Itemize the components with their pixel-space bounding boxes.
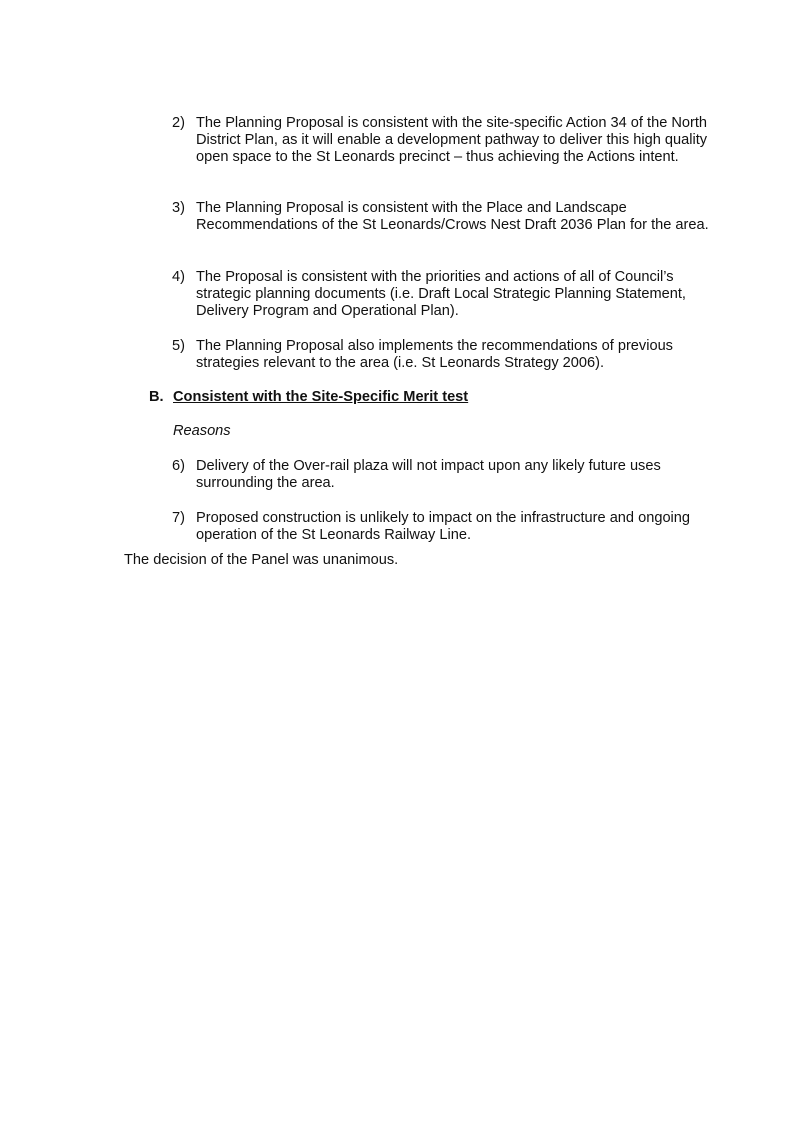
- list-item-text: The Planning Proposal is consistent with the Place and Landscape Recommendations of the St Leonards/Crows Nest Draft 2036 Plan for the area.: [196, 200, 709, 233]
- section-letter: B.: [149, 389, 164, 405]
- list-item-number: 5): [172, 338, 185, 354]
- list-item-text: Delivery of the Over-rail plaza will not impact upon any likely future uses surrounding the area.: [196, 458, 661, 491]
- list-item-number: 2): [172, 115, 185, 131]
- list-item-text: The Proposal is consistent with the priorities and actions of all of Council’s strategic planning documents (i.e. Draft Local Strategic Planning Statement, Delivery Program and Operational Plan).: [196, 269, 686, 319]
- list-item-text: The Planning Proposal also implements the recommendations of previous strategies relevant to the area (i.e. St Leonards Strategy 2006).: [196, 338, 673, 371]
- list-item-number: 4): [172, 269, 185, 285]
- list-item-number: 3): [172, 200, 185, 216]
- list-item-text: The Planning Proposal is consistent with the site-specific Action 34 of the North District Plan, as it will enable a development pathway to deliver this high quality open space to the St Leonards precinct – thus achieving the Actions intent.: [196, 115, 708, 165]
- list-item-text: Proposed construction is unlikely to impact on the infrastructure and ongoing operation of the St Leonards Railway Line.: [196, 510, 691, 543]
- list-item-number: 7): [172, 510, 185, 526]
- section-title: Consistent with the Site-Specific Merit test: [173, 389, 469, 405]
- list-item-number: 6): [172, 458, 185, 474]
- closing-statement: The decision of the Panel was unanimous.: [124, 552, 399, 568]
- reasons-label: Reasons: [173, 423, 231, 439]
